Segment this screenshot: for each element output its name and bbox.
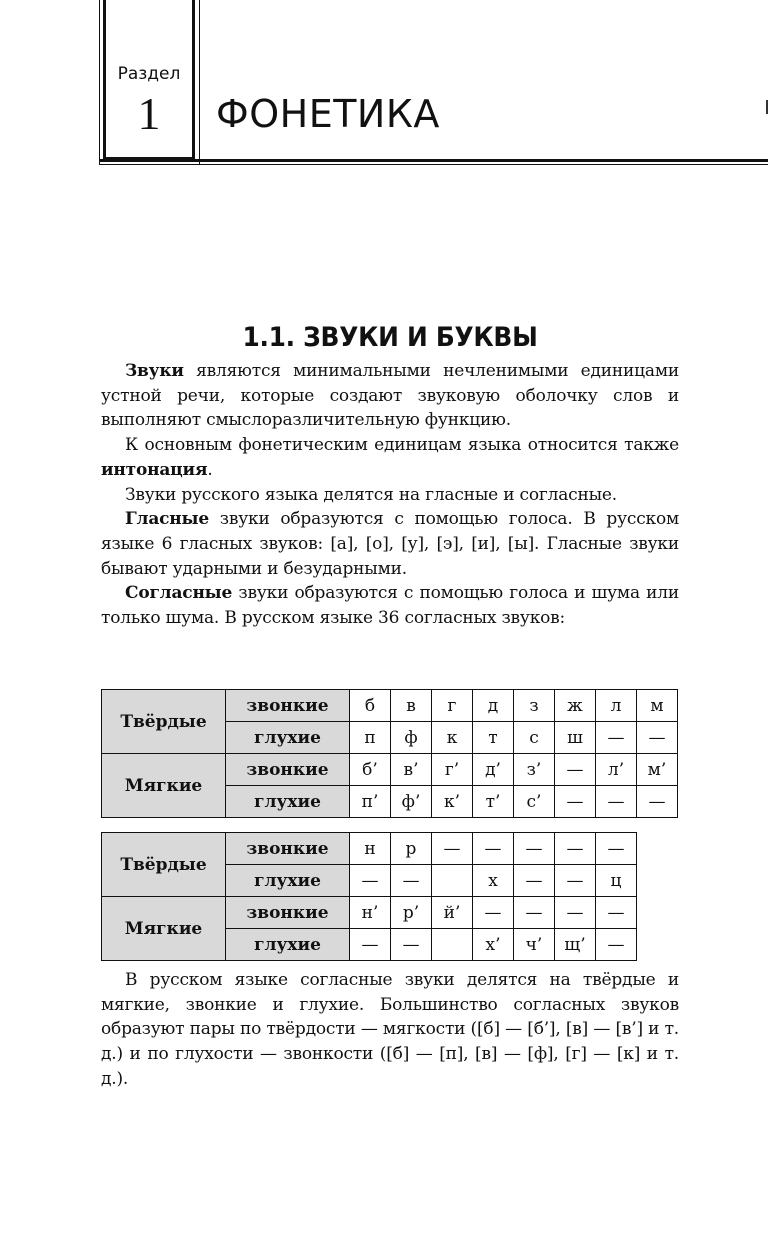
paragraph-consonants [101,581,679,630]
table-cell: — [555,833,596,865]
section-number: 1 [137,88,161,139]
table-cell: ж [555,690,596,722]
table-cell: г [432,690,473,722]
table-cell: — [473,897,514,929]
table-cell: ф’ [391,786,432,818]
table-cell [432,865,473,897]
paragraph-pairs: В русском языке согласные звуки делятся на твёрдые и мягкие, звонкие и глухие. Большинство согласных звуков образуют пары по твёрдости — мягкости ([б] — [б’], [в] — [в’] и т. д.) и по глухости — звонкости ([б] — [п], [в] — [ф], [г] — [к] и т. д.). [101,970,679,1089]
chapter-title: ФОНЕТИКА [216,92,440,136]
table-cell: з’ [514,754,555,786]
paragraph-text: . [207,459,213,480]
header-rule [99,159,768,162]
paragraph-vowels [101,507,679,581]
subcategory-voiceless: глухие [226,786,350,818]
paragraph-sounds [101,359,679,433]
term-sounds: Звуки [125,361,184,381]
table-cell: д [473,690,514,722]
term-consonants: Согласные [125,583,233,604]
section-heading: 1.1. ЗВУКИ И БУКВЫ [242,322,538,353]
table-cell: — [596,833,637,865]
table-cell: — [555,865,596,897]
table-cell: х [473,865,514,897]
table-cell: — [514,897,555,929]
table-cell: б’ [350,754,391,786]
table-row [102,754,678,786]
body-text-lower [101,968,679,1092]
table-cell: ц [596,865,637,897]
table-cell: ш [555,722,596,754]
header-rule-thin [99,164,768,165]
table-cell: — [596,786,637,818]
table-cell: ф [391,722,432,754]
paragraph-division: Звуки русского языка делятся на гласные и согласные. [125,484,617,505]
subcategory-voiced: звонкие [226,690,350,722]
table-cell: щ’ [555,929,596,961]
subcategory-voiced: звонкие [226,754,350,786]
category-hard: Твёрдые [102,690,226,754]
table-cell: с [514,722,555,754]
table-cell: — [514,833,555,865]
paragraph-text: звуки образуются с помощью голоса и шума или только шума. В русском языке 36 согласных звуков: [101,583,679,629]
table-cell [432,929,473,961]
subcategory-voiceless: глухие [226,722,350,754]
table-cell: р [391,833,432,865]
table-cell: — [391,865,432,897]
table-cell: — [596,897,637,929]
body-text [101,359,679,631]
category-soft: Мягкие [102,754,226,818]
table-cell: б [350,690,391,722]
table-cell: — [432,833,473,865]
table-cell: — [596,929,637,961]
consonants-table-1 [101,689,678,818]
table-cell: д’ [473,754,514,786]
subcategory-voiceless: глухие [226,865,350,897]
paragraph-text: являются минимальными нечленимыми единицами устной речи, которые создают звуковую оболочку слов и выполняют смыслоразличительную функцию. [101,361,679,431]
table-cell: н’ [350,897,391,929]
table-cell: — [473,833,514,865]
section-label: Раздел [117,64,181,84]
consonants-table-2 [101,832,637,961]
table-cell: п [350,722,391,754]
table-cell: н [350,833,391,865]
table-cell: к’ [432,786,473,818]
table-cell: г’ [432,754,473,786]
table-row [102,690,678,722]
subcategory-voiced: звонкие [226,833,350,865]
table-cell: — [350,929,391,961]
table-row [102,833,637,865]
table-cell: м’ [637,754,678,786]
category-hard: Твёрдые [102,833,226,897]
table-cell: — [391,929,432,961]
table-cell: ч’ [514,929,555,961]
table-cell: — [637,722,678,754]
table-cell: — [596,722,637,754]
subcategory-voiceless: глухие [226,929,350,961]
table-cell: й’ [432,897,473,929]
table-cell: п’ [350,786,391,818]
paragraph-text: К основным фонетическим единицам языка относится также [125,435,679,456]
table-cell: — [555,754,596,786]
paragraph-text: звуки образуются с помощью голоса. В русском языке 6 гласных звуков: [а], [о], [у], [э], [и], [ы]. Гласные звуки бывают ударными и безударными. [101,509,679,579]
table-cell: — [555,786,596,818]
table-cell: х’ [473,929,514,961]
table-cell: т’ [473,786,514,818]
subcategory-voiced: звонкие [226,897,350,929]
table-cell: — [350,865,391,897]
table-cell: к [432,722,473,754]
table-cell: р’ [391,897,432,929]
table-cell: з [514,690,555,722]
table-cell: — [637,786,678,818]
term-vowels: Гласные [125,509,209,530]
table-cell: — [555,897,596,929]
table-cell: л [596,690,637,722]
term-intonation: интонация [101,459,208,480]
table-cell: л’ [596,754,637,786]
category-soft: Мягкие [102,897,226,961]
table-cell: м [637,690,678,722]
table-cell: с’ [514,786,555,818]
paragraph-intonation [101,433,679,482]
table-cell: в’ [391,754,432,786]
table-row [102,897,637,929]
table-cell: в [391,690,432,722]
table-cell: — [514,865,555,897]
table-cell: т [473,722,514,754]
